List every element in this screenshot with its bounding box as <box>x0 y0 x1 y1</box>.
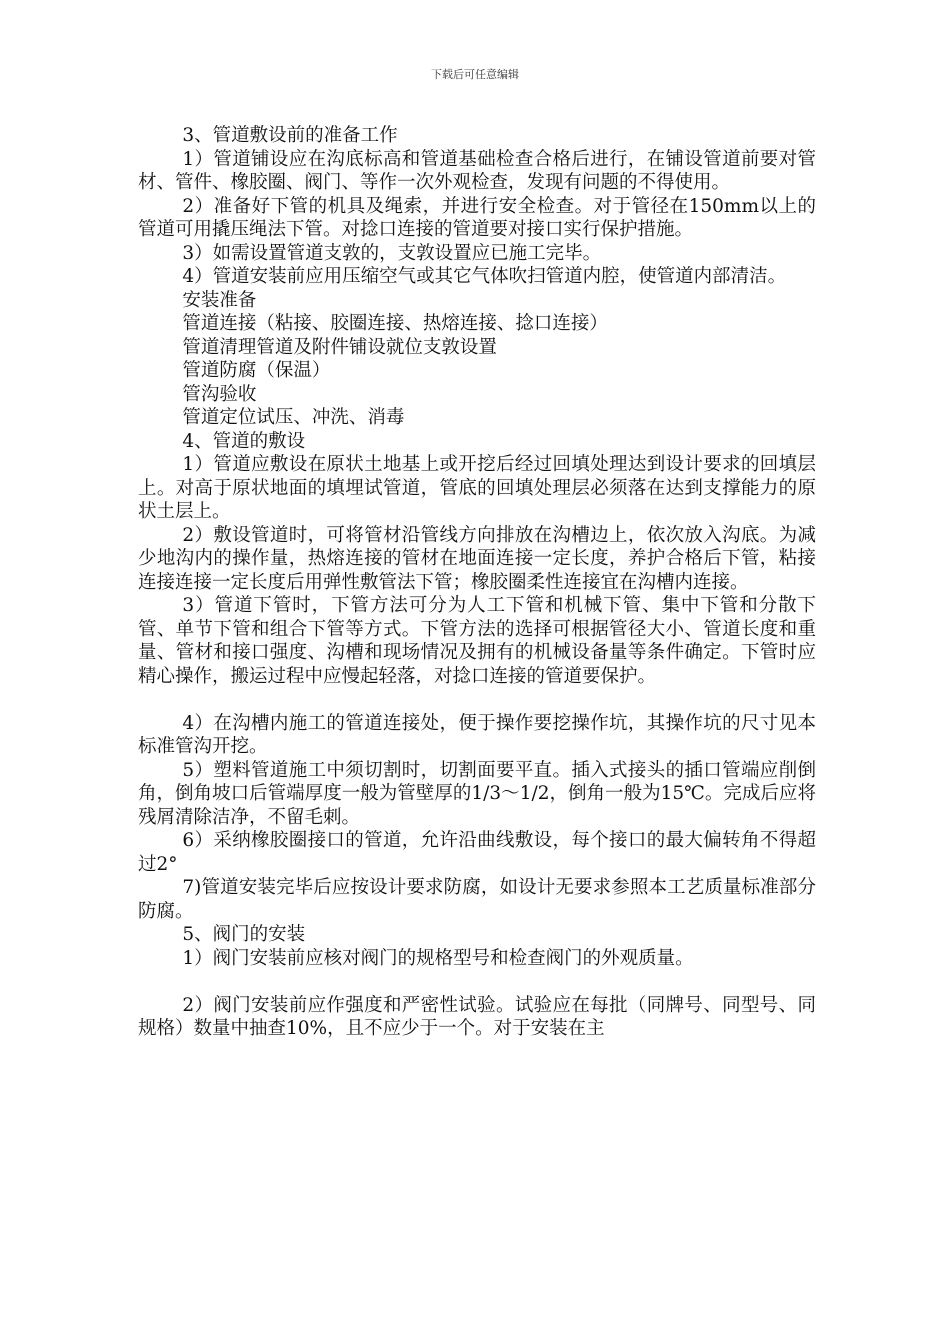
paragraph: 1）管道铺设应在沟底标高和管道基础检查合格后进行，在铺设管道前要对管材、管件、橡胶圈、阀门、等作一次外观检查，发现有问题的不得使用。 <box>138 148 816 193</box>
process-step: 安装准备 <box>182 289 257 311</box>
section-heading-3: 3、管道敷设前的准备工作 <box>182 125 398 146</box>
process-step: 管道防腐（保温） <box>182 360 331 381</box>
paragraph: 5）塑料管道施工中须切割时，切割面要平直。插入式接头的插口管端应削倒角，倒角坡口后管端厚度一般为管壁厚的1/3～1/2，倒角一般为15℃。完成后应将残屑清除洁净，不留毛刺。 <box>138 759 816 828</box>
paragraph: 2）阀门安装前应作强度和严密性试验。试验应在每批（同牌号、同型号、同规格）数量中抽查10%，且不应少于一个。对于安装在主 <box>138 994 816 1039</box>
process-step: 管道连接（粘接、胶圈连接、热熔连接、捻口连接） <box>182 313 608 334</box>
paragraph: 6）采纳橡胶圈接口的管道，允许沿曲线敷设，每个接口的最大偏转角不得超过2° <box>138 830 816 875</box>
document-body <box>138 124 816 1041</box>
paragraph: 4）在沟槽内施工的管道连接处，便于操作要挖操作坑，其操作坑的尺寸见本标准管沟开挖。 <box>138 712 816 757</box>
section-heading-5: 5、阀门的安装 <box>182 924 306 945</box>
paragraph: 3）管道下管时，下管方法可分为人工下管和机械下管、集中下管和分散下管、单节下管和组合下管等方式。下管方法的选择可根据管径大小、管道长度和重量、管材和接口强度、沟槽和现场情况及拥有的机械设备量等条件确定。下管时应精心操作，搬运过程中应慢起轻落，对捻口连接的管道要保护。 <box>138 595 816 687</box>
paragraph: 3）如需设置管道支敦的，支敦设置应已施工完毕。 <box>182 242 602 264</box>
paragraph: 2）敷设管道时，可将管材沿管线方向排放在沟槽边上，依次放入沟底。为减少地沟内的操作量，热熔连接的管材在地面连接一定长度，养护合格后下管，粘接连接连接一定长度后用弹性敷管法下管；橡胶圈柔性连接宜在沟槽内连接。 <box>138 524 816 593</box>
section-heading-4: 4、管道的敷设 <box>182 430 306 452</box>
paragraph: 4）管道安装前应用压缩空气或其它气体吹扫管道内腔，使管道内部清洁。 <box>182 266 787 287</box>
paragraph: 1）管道应敷设在原状土地基上或开挖后经过回填处理达到设计要求的回填层上。对高于原状地面的填埋试管道，管底的回填处理层必须落在达到支撑能力的原状土层上。 <box>138 454 816 522</box>
process-step: 管道定位试压、冲洗、消毒 <box>182 407 405 428</box>
paragraph: 2）准备好下管的机具及绳索，并进行安全检查。对于管径在150mm以上的管道可用撬压绳法下管。对捻口连接的管道要对接口实行保护措施。 <box>138 195 816 240</box>
paragraph: 1）阀门安装前应核对阀门的规格型号和检查阀门的外观质量。 <box>182 947 694 969</box>
page-header: 下载后可任意编辑 <box>431 68 519 81</box>
paragraph: 7)管道安装完毕后应按设计要求防腐，如设计无要求参照本工艺质量标准部分防腐。 <box>138 877 816 922</box>
process-step: 管道清理管道及附件铺设就位支敦设置 <box>182 336 497 358</box>
process-step: 管沟验收 <box>182 383 257 405</box>
